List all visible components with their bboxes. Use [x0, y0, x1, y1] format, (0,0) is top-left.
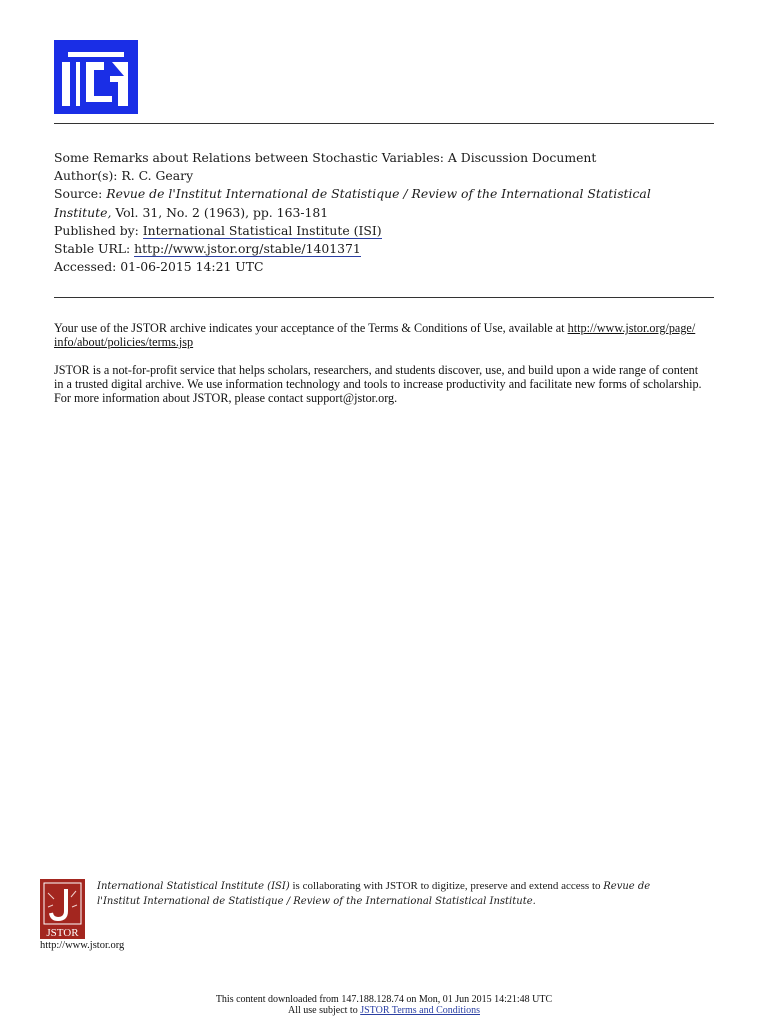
- collab-journal: Revue de: [603, 881, 651, 892]
- collab-text: is collaborating with JSTOR to digitize, preserve and extend access to: [289, 880, 604, 892]
- article-accessed: Accessed: 01-06-2015 14:21 UTC: [54, 259, 264, 275]
- stable-url-link[interactable]: http://www.jstor.org/stable/1401371: [134, 241, 361, 257]
- published-label: Published by:: [54, 222, 143, 238]
- stable-url-label: Stable URL:: [54, 241, 135, 257]
- article-authors: Author(s): R. C. Geary: [54, 168, 194, 184]
- article-source: [54, 185, 734, 203]
- middle-divider: [54, 297, 714, 298]
- terms-notice: [54, 321, 734, 349]
- terms-link[interactable]: http://www.jstor.org/page/: [567, 321, 696, 335]
- about-line-2: in a trusted digital archive. We use information technology and tools to increase productivity and facilitate new forms of scholarship.: [54, 377, 702, 391]
- jstor-logo-text: JSTOR: [46, 927, 79, 939]
- article-stable-url: [54, 240, 734, 258]
- about-line-3: For more information about JSTOR, please contact support@jstor.org.: [54, 391, 398, 405]
- terms-footer-link[interactable]: JSTOR Terms and Conditions: [360, 1005, 480, 1016]
- publisher-link[interactable]: International Statistical Institute (ISI): [142, 222, 382, 238]
- source-journal-cont: Institute,: [54, 204, 112, 220]
- source-journal: Revue de l'Institut International de Statistique / Review of the International Statistical: [106, 186, 651, 202]
- isi-logo-icon: [54, 40, 138, 114]
- jstor-logo-icon: [40, 879, 85, 939]
- terms-text: Your use of the JSTOR archive indicates your acceptance of the Terms & Conditions of Use, available at: [54, 321, 568, 335]
- top-divider: [54, 123, 714, 124]
- citation-block: [54, 149, 734, 276]
- about-line-1: JSTOR is a not-for-profit service that helps scholars, researchers, and students discover, use, and build upon a wide range of content: [54, 363, 699, 377]
- jstor-about: [54, 363, 734, 405]
- article-source-cont: [54, 204, 734, 222]
- source-label: Source:: [54, 186, 107, 202]
- terms-footer-text: All use subject to: [288, 1005, 361, 1016]
- article-title: Some Remarks about Relations between Stochastic Variables: A Discussion Document: [54, 150, 597, 165]
- collab-org: International Statistical Institute (ISI): [97, 881, 290, 892]
- source-details: Vol. 31, No. 2 (1963), pp. 163-181: [111, 204, 329, 220]
- download-notice: This content downloaded from 147.188.128.74 on Mon, 01 Jun 2015 14:21:48 UTC: [215, 994, 553, 1005]
- collab-journal-cont: l'Institut International de Statistique / Review of the International Statistical Institute.: [97, 896, 536, 907]
- article-publisher: [54, 222, 734, 240]
- terms-link-cont[interactable]: info/about/policies/terms.jsp: [54, 335, 194, 349]
- collaboration-notice: [97, 879, 737, 909]
- terms-footer: [0, 1005, 768, 1016]
- jstor-url-link[interactable]: http://www.jstor.org: [40, 940, 125, 951]
